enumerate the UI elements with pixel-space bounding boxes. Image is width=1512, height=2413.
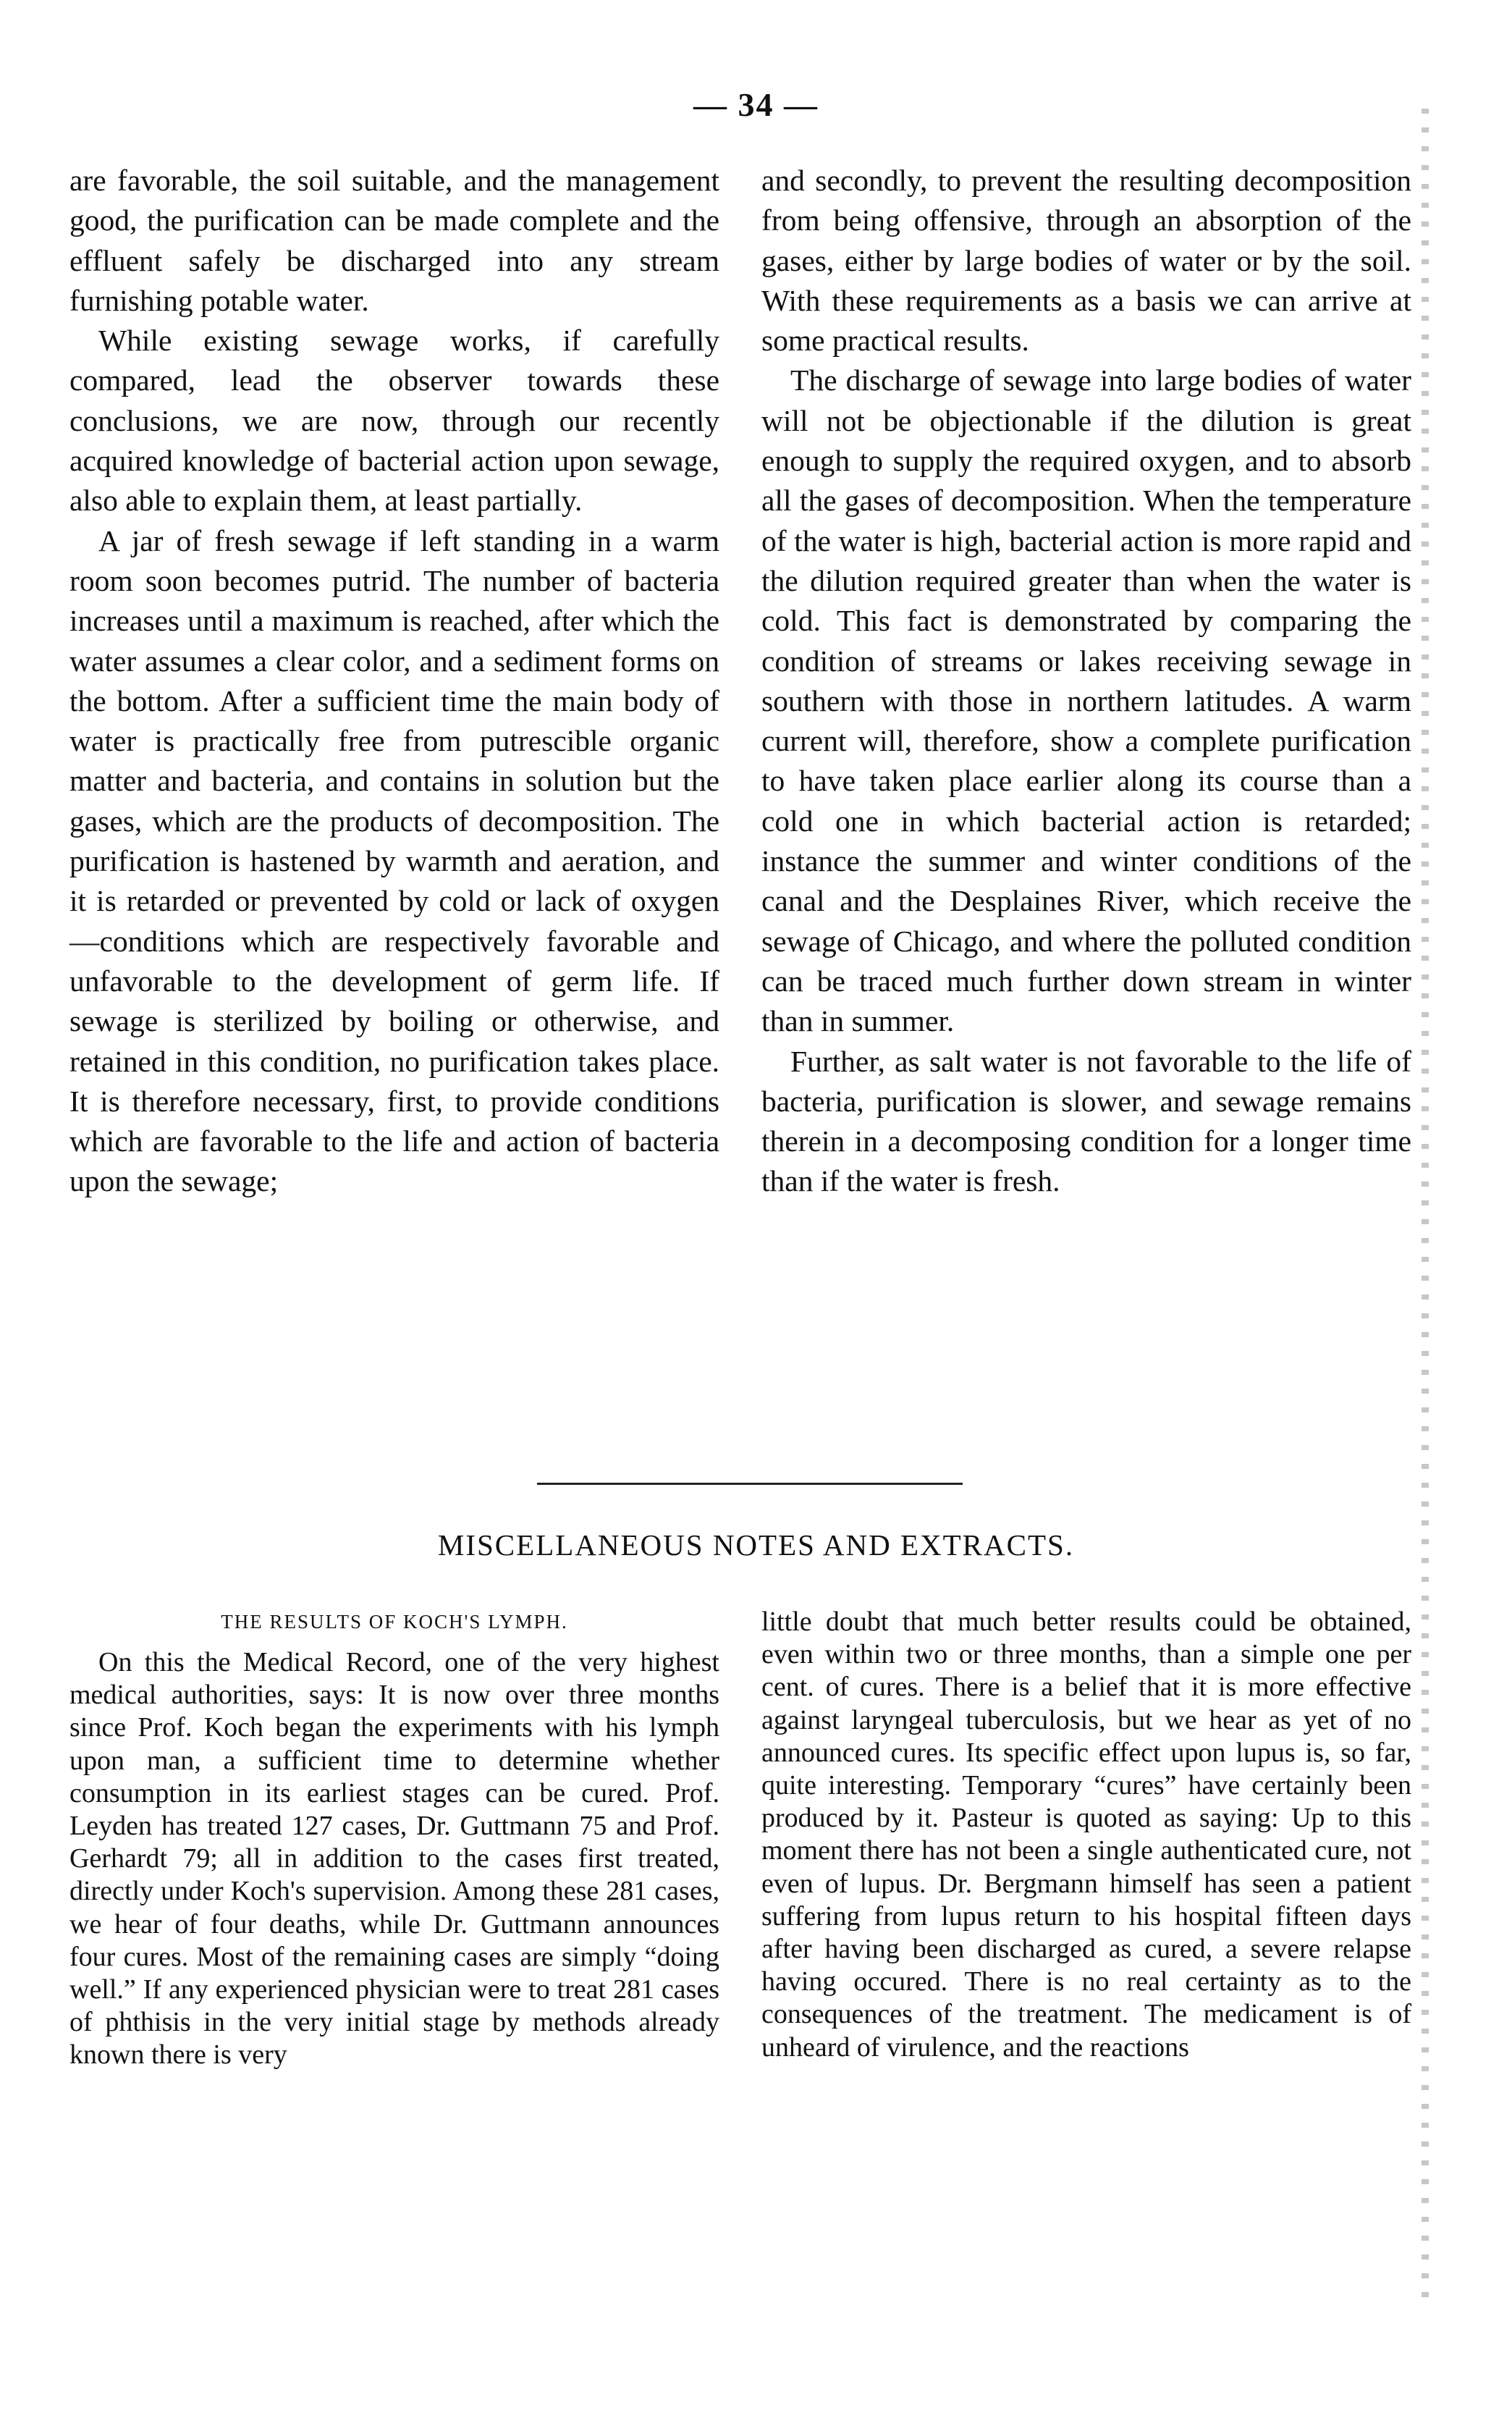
- paragraph: are favorable, the soil suitable, and the management good, the purification can be made complete and the effluent safely be discharged into any stream furnishing potable water.: [69, 164, 719, 317]
- page-number: — 34 —: [693, 86, 819, 123]
- paragraph: little doubt that much better results could be obtained, even within two or three months, than a simple one per cent. of cures. There is a belief that it is more effective against laryngeal tuberculosis, but we hear as yet of no announced cures. Its specific effect upon lupus is, so far, quite interesting. Temporary “cures” have certainly been produced by it. Pasteur is quoted as saying: Up to this moment there has not been a single authenticated cure, not even of lupus. Dr. Bergmann himself has seen a patient suffering from lupus return to his hospital fifteen days after having been discharged as cured, a severe relapse having occured. There is no real certainty as to the consequences of the treatment. The medicament is of unheard of virulence, and the reactions: [761, 1606, 1411, 2063]
- page-edge-shadow: [1422, 109, 1429, 2309]
- section-heading: MISCELLANEOUS NOTES AND EXTRACTS.: [437, 1528, 1075, 1562]
- article-left-column: [69, 1606, 719, 2072]
- paragraph: On this the Medical Record, one of the very highest medical authorities, says: It is now over three months since Prof. Koch began the experiments with his lymph upon man, a sufficient time to determine whether consumption in its earliest stages can be cured. Prof. Leyden has treated 127 cases, Dr. Guttmann 75 and Prof. Gerhardt 79; all in addition to the cases first treated, directly under Koch's supervision. Among these 281 cases, we hear of four deaths, while Dr. Guttmann announces four cures. Most of the remaining cases are simply “doing well.” If any experienced physician were to treat 281 cases of phthisis in the very initial stage by methods already known there is very: [69, 1647, 719, 2071]
- paragraph: Further, as salt water is not favorable to the life of bacteria, purification is slower, and sewage remains therein in a decomposing condition for a longer time than if the water is fresh.: [761, 1044, 1411, 1198]
- paragraph: A jar of fresh sewage if left standing in a warm room soon becomes putrid. The number of bacteria increases until a maximum is reached, after which the water assumes a clear color, and a sediment forms on the bottom. After a sufficient time the main body of water is practically free from putrescible organic matter and bacteria, and contains in solution but the gases, which are the products of decomposition. The purification is hastened by warmth and aeration, and it is retarded or prevented by cold or lack of oxygen—conditions which are respectively favorable and unfavorable to the development of germ life. If sewage is sterilized by boiling or otherwise, and retained in this condition, no purification takes place. It is therefore necessary, first, to provide conditions which are favorable to the life and action of bacteria upon the sewage;: [69, 523, 719, 1198]
- paragraph: While existing sewage works, if carefully compared, lead the observer towards these conclusions, we are now, through our recently acquired knowledge of bacterial action upon sewage, also able to explain them, at least partially.: [69, 324, 719, 518]
- article-title: THE RESULTS OF KOCH'S LYMPH.: [221, 1611, 568, 1633]
- section-divider: [537, 1483, 963, 1485]
- article-right-column: [761, 1606, 1411, 2064]
- paragraph: and secondly, to prevent the resulting decomposition from being offensive, through an absorption of the gases, either by large bodies of water or by the soil. With these requirements as a basis we can arrive at some practical results.: [761, 164, 1411, 358]
- upper-left-column: [69, 161, 719, 1202]
- upper-right-column: [761, 161, 1411, 1202]
- paragraph: The discharge of sewage into large bodies of water will not be objectionable if the dilution is great enough to supply the required oxygen, and to absorb all the gases of decomposition. When the temperature of the water is high, bacterial action is more rapid and the dilution required greater than when the water is cold. This fact is demonstrated by comparing the condition of streams or lakes receiving sewage in southern with those in northern latitudes. A warm current will, therefore, show a complete purification to have taken place earlier along its course than a cold one in which bacterial action is retarded; instance the summer and winter conditions of the canal and the Desplaines River, which receive the sewage of Chicago, and where the polluted condition can be traced much further down stream in winter than in summer.: [761, 363, 1411, 1038]
